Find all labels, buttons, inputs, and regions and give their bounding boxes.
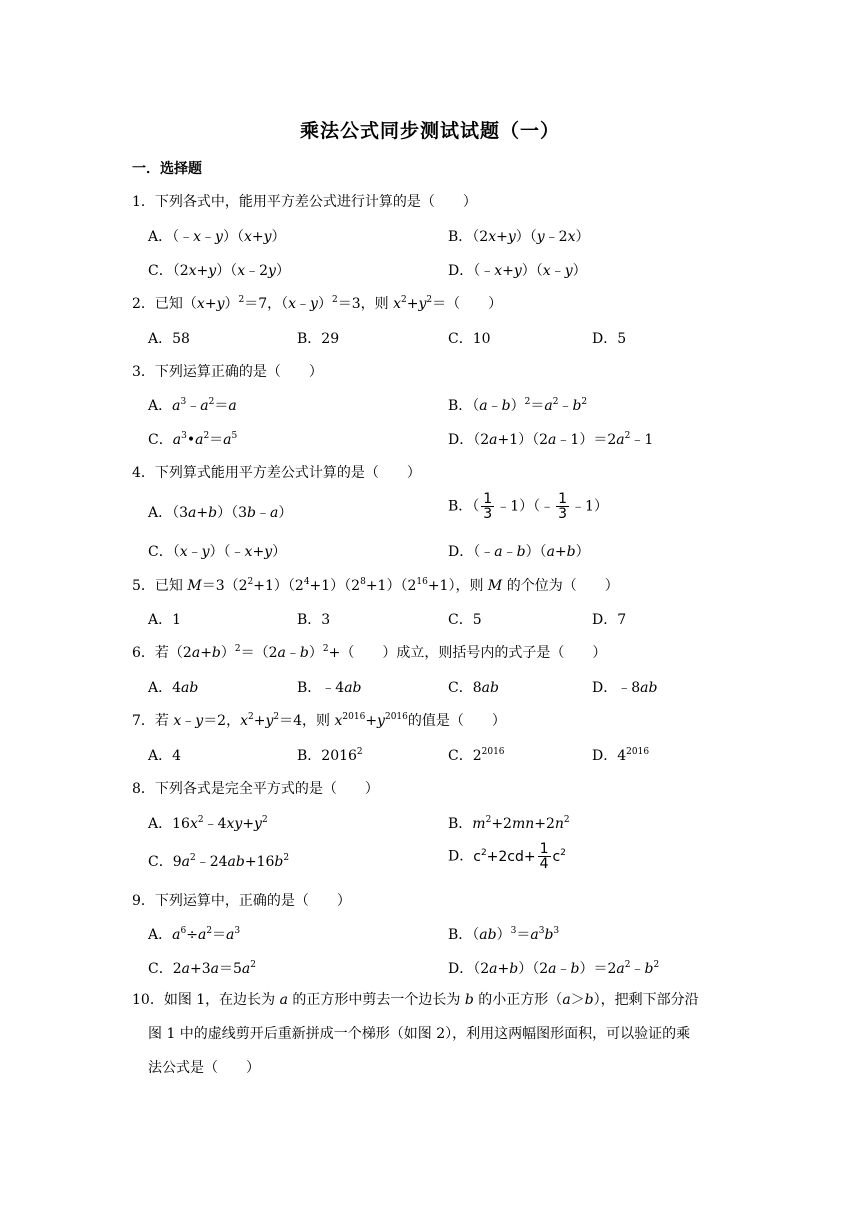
question-5-option-a: A．1 — [148, 612, 182, 628]
question-1-stem: 1．下列各式中，能用平方差公式进行计算的是（ ） — [132, 194, 477, 210]
question-7-option-b: B．2016$^2$ — [297, 747, 363, 764]
question-1-option-a: A．（﹣x﹣y）（x+y） — [148, 229, 286, 245]
question-1-option-b: B．（2x+y）（y﹣2x） — [448, 229, 590, 245]
question-3-option-a: A．$a^3﹣a^2=a$ — [148, 397, 237, 414]
question-1-option-c: C．（2x+y）（x﹣2y） — [148, 263, 290, 279]
question-6-option-c: C．8ab — [448, 680, 499, 696]
question-3-option-d: D．$(2a+1)(2a﹣1)=2a^2﹣1$ — [448, 431, 654, 448]
question-3-stem: 3．下列运算正确的是（ ） — [132, 364, 323, 380]
question-8-option-a: A．$16x^2﹣4xy+y^2$ — [148, 815, 268, 832]
question-2-option-a: A．58 — [148, 331, 190, 347]
question-1-option-d: D．（﹣x+y）（x﹣y） — [448, 263, 587, 279]
question-5-stem: 5．已知 $M=3(2^2+1)(2^4+1)(2^8+1)(2^{16}+1)$，则 M 的个位为（ ） — [132, 577, 619, 594]
page-title: 乘法公式同步测试试题（一） — [299, 120, 560, 142]
question-8-option-d: D．$c^2+2cd+$ $\frac{1}{4}$ $c^2$ — [448, 841, 566, 872]
question-9-option-d: D．$(2a+b)(2a﹣b)=2a^2﹣b^2$ — [448, 960, 660, 977]
question-9-option-c: C．$2a+3a=5a^2$ — [148, 960, 256, 977]
question-9-option-b: B．$(ab)^3=a^3b^3$ — [448, 926, 560, 943]
question-4-option-a: A．（3a+b）（3b﹣a） — [148, 505, 293, 521]
question-10-stem: 10．如图 1，在边长为 a 的正方形中剪去一个边长为 b 的小正方形（a＞b），把剩下部分沿 图 1 中的虚线剪开后重新拼成一个梯形（如图 2），利用这两幅图形面积，可以验证的乘 法公式是（ ） — [132, 992, 699, 1076]
question-4-option-b: B．（ $\frac{1}{3}$ ﹣1）（﹣ $\frac{1}{3}$ ﹣1） — [448, 491, 608, 522]
question-7-option-c: C．$2^{2016}$ — [448, 747, 505, 764]
question-6-option-a: A．4ab — [148, 680, 199, 696]
question-4-option-d: D．（﹣a﹣b）（a+b） — [448, 544, 590, 560]
question-5-option-d: D．7 — [592, 612, 627, 628]
question-8-stem: 8．下列各式是完全平方式的是（ ） — [132, 781, 379, 797]
question-4-option-c: C．（x﹣y）（﹣x+y） — [148, 544, 287, 560]
question-2-option-b: B．29 — [297, 331, 340, 347]
question-9-stem: 9．下列运算中，正确的是（ ） — [132, 893, 351, 909]
question-9-option-a: A．$a^6\div a^2=a^3$ — [148, 926, 241, 943]
question-6-option-d: D．﹣8ab — [592, 680, 658, 696]
question-3-option-b: B．$(a﹣b)^2=a^2﹣b^2$ — [448, 397, 588, 414]
question-2-stem: 2．已知$(x+y)^2=7$，（x﹣y）$^2$＝3，则 $x^2+y^2=$（ ） — [132, 295, 503, 312]
question-8-option-c: C．$9a^2﹣24ab+16b^2$ — [148, 853, 290, 870]
question-2-option-d: D．5 — [592, 331, 627, 347]
question-7-option-d: D．$4^{2016}$ — [592, 747, 650, 764]
question-5-option-c: C．5 — [448, 612, 482, 628]
question-7-stem: 7．若 x﹣y＝2，$x^2+y^2=4$，则 $x^{2016}+y^{2016}$的值是（ ） — [132, 712, 506, 729]
question-5-option-b: B．3 — [297, 612, 331, 628]
question-7-option-a: A．4 — [148, 748, 182, 764]
section-heading: 一．选择题 — [132, 161, 202, 177]
question-6-option-b: B．﹣4ab — [297, 680, 362, 696]
question-8-option-b: B．$m^2+2mn+2n^2$ — [448, 815, 570, 832]
question-2-option-c: C．10 — [448, 331, 491, 347]
question-3-option-c: C．$a^3•a^2=a^5$ — [148, 431, 238, 448]
question-4-stem: 4．下列算式能用平方差公式计算的是（ ） — [132, 465, 421, 481]
question-6-stem: 6．若$(2a+b)^2=(2a﹣b)^2+$（ ）成立，则括号内的式子是（ ） — [132, 644, 607, 661]
